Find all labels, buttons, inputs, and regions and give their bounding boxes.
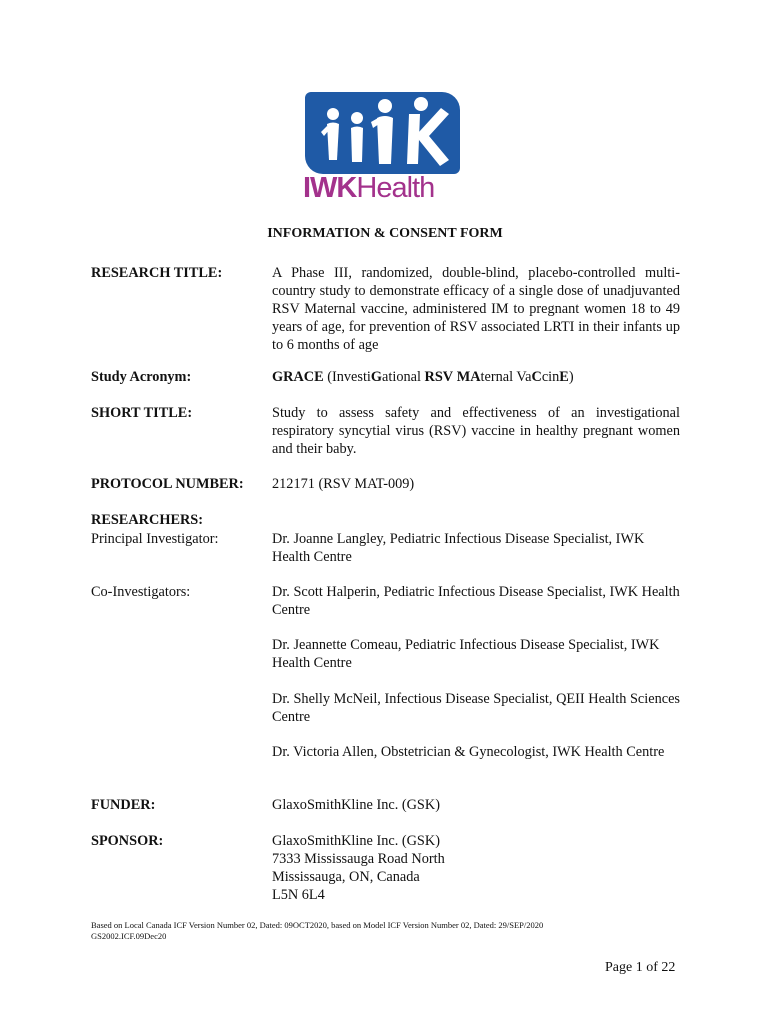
logo-figures-badge (305, 92, 460, 174)
funder-value: GlaxoSmithKline Inc. (GSK) (272, 797, 440, 813)
short-title-value: Study to assess safety and effectiveness of an investigational respiratory syncytial virus (RSV) vaccine in healthy pregnant women and their baby. (272, 405, 680, 457)
form-title: INFORMATION & CONSENT FORM (267, 226, 503, 241)
acronym-part: RSV (424, 369, 454, 385)
acronym-parts (332, 369, 569, 385)
co-investigators-label: Co-Investigators: (91, 584, 191, 600)
acronym-part: cin (541, 369, 560, 385)
acronym-part: Investi (331, 369, 371, 385)
co-investigator-1: Dr. Scott Halperin, Pediatric Infectious Disease Specialist, IWK Health Centre (272, 584, 680, 618)
acronym-name: GRACE (272, 369, 324, 385)
acronym-open-paren: ( (327, 369, 332, 385)
acronym-part: ternal Va (480, 369, 532, 385)
co-investigator-4: Dr. Victoria Allen, Obstetrician & Gynecologist, IWK Health Centre (272, 744, 665, 760)
page-number: Page 1 of 22 (605, 960, 676, 975)
acronym-expansion (327, 369, 573, 385)
acronym-part: C (531, 369, 542, 385)
principal-investigator-value: Dr. Joanne Langley, Pediatric Infectious Disease Specialist, IWK Health Centre (272, 531, 645, 565)
protocol-label: PROTOCOL NUMBER: (91, 476, 244, 492)
iwk-health-logo (305, 92, 465, 212)
logo-brand-sub: Health (356, 172, 435, 204)
principal-investigator-label: Principal Investigator: (91, 531, 219, 547)
logo-brand-main: IWK (303, 172, 357, 204)
acronym-part: ational (382, 369, 425, 385)
protocol-value: 212171 (RSV MAT-009) (272, 476, 415, 492)
co-investigator-2: Dr. Jeannette Comeau, Pediatric Infectious Disease Specialist, IWK Health Centre (272, 637, 660, 671)
research-title-label: RESEARCH TITLE: (91, 265, 223, 281)
co-investigator-3: Dr. Shelly McNeil, Infectious Disease Specialist, QEII Health Sciences Centre (272, 691, 680, 725)
acronym-close-paren: ) (568, 369, 574, 385)
short-title-label: SHORT TITLE: (91, 405, 193, 421)
sponsor-line-4: L5N 6L4 (272, 887, 325, 903)
footer-line-1: Based on Local Canada ICF Version Number 02, Dated: 09OCT2020, based on Model ICF Version Number 02, Dated: 29/SEP/2020 (91, 920, 544, 930)
acronym-part: MA (456, 369, 481, 385)
research-title-value: A Phase III, randomized, double-blind, placebo-controlled multi-country study to demonstrate efficacy of a single dose of unadjuvanted RSV Maternal vaccine, administered IM to pregnant women 18 to 49 years of age, for prevention of RSV associated LRTI in their infants up to 6 months of age (272, 265, 680, 353)
acronym-value (272, 368, 680, 386)
sponsor-line-2: 7333 Mississauga Road North (272, 851, 445, 867)
sponsor-line-3: Mississauga, ON, Canada (272, 869, 420, 885)
acronym-part: E (559, 369, 569, 385)
footer-line-2: GS2002.ICF.09Dec20 (91, 931, 167, 941)
sponsor-address (272, 832, 680, 904)
sponsor-label: SPONSOR: (91, 833, 164, 849)
researchers-heading: RESEARCHERS: (91, 512, 204, 528)
sponsor-line-1: GlaxoSmithKline Inc. (GSK) (272, 833, 440, 849)
footer-version-note (91, 920, 543, 942)
acronym-part: G (370, 369, 383, 385)
people-figures-icon (305, 92, 460, 174)
funder-label: FUNDER: (91, 797, 156, 813)
logo-wordmark (303, 172, 434, 205)
acronym-label: Study Acronym: (91, 369, 192, 385)
